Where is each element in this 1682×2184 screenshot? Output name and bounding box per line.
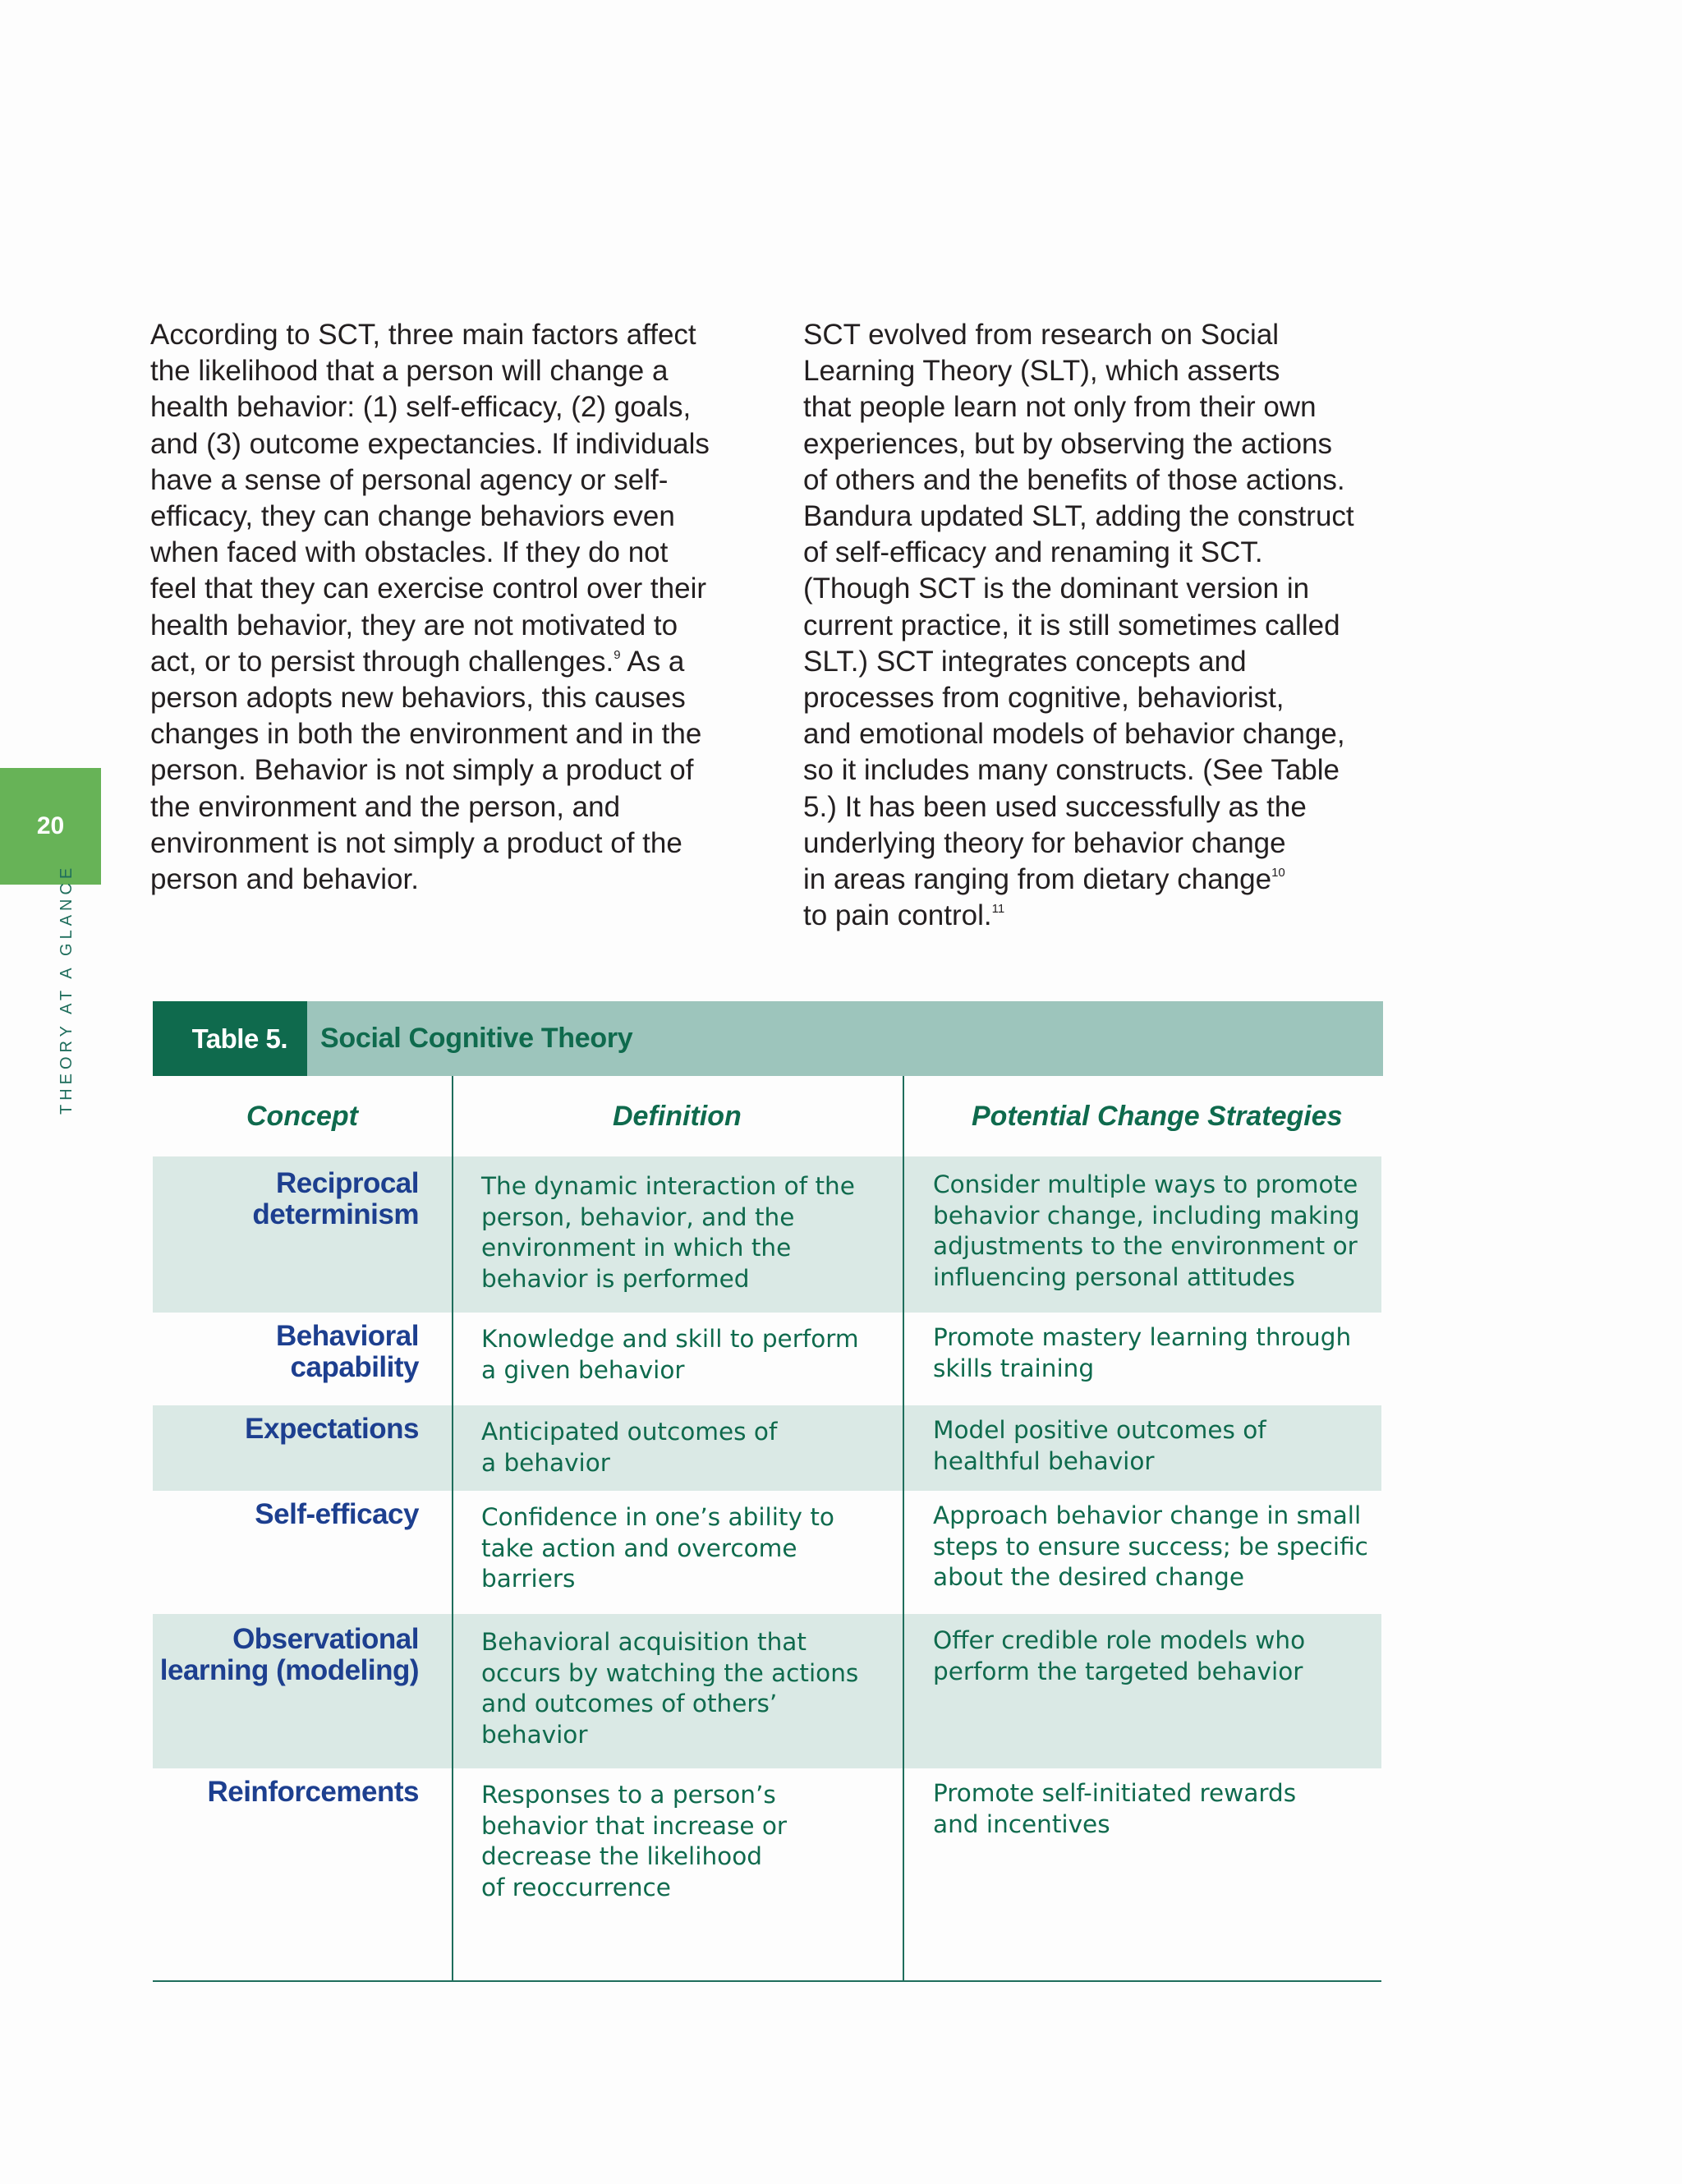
- column-divider: [452, 1076, 453, 1981]
- strategy-line: about the desired change: [933, 1563, 1245, 1591]
- body-column-right: [803, 317, 1395, 934]
- strategy-line: Offer credible role models who: [933, 1626, 1306, 1654]
- table-row: [153, 1156, 1381, 1313]
- table-number: Table 5.: [153, 1001, 307, 1076]
- strategy-cell: [933, 1170, 1376, 1293]
- strategy-line: Promote mastery learning through: [933, 1323, 1352, 1351]
- body-line-text: act, or to persist through challenges.: [150, 645, 614, 678]
- strategy-line: Model positive outcomes of: [933, 1416, 1266, 1444]
- table-header-row: [153, 1076, 1381, 1156]
- body-line: [803, 862, 1395, 898]
- concept-line: Expectations: [245, 1413, 419, 1445]
- body-line: [150, 644, 742, 680]
- strategy-line: and incentives: [933, 1809, 1110, 1838]
- strategy-cell: [933, 1778, 1376, 1840]
- strategy-line: behavior change, including making: [933, 1201, 1360, 1230]
- definition-line: Behavioral acquisition that: [481, 1628, 807, 1656]
- strategy-line: perform the targeted behavior: [933, 1657, 1303, 1685]
- definition-cell: [481, 1502, 900, 1595]
- concept-cell: [153, 1168, 452, 1230]
- body-line: underlying theory for behavior change: [803, 826, 1286, 859]
- body-line: changes in both the environment and in the: [150, 718, 702, 751]
- definition-line: behavior is performed: [481, 1264, 750, 1293]
- body-line: the environment and the person, and: [150, 790, 621, 823]
- concept-cell: [153, 1499, 452, 1530]
- body-line: of others and the benefits of those actions.: [803, 463, 1345, 496]
- strategy-line: steps to ensure success; be specific: [933, 1532, 1368, 1561]
- definition-line: Knowledge and skill to perform: [481, 1325, 859, 1353]
- strategy-line: healthful behavior: [933, 1446, 1155, 1475]
- concept-cell: [153, 1624, 452, 1686]
- page-number-tab: [0, 768, 101, 885]
- concept-line: capability: [290, 1351, 419, 1383]
- table-row: [153, 1313, 1381, 1405]
- definition-cell: [481, 1627, 900, 1750]
- concept-line: determinism: [252, 1198, 419, 1230]
- body-line: have a sense of personal agency or self-: [150, 463, 669, 496]
- body-line: According to SCT, three main factors affect: [150, 319, 696, 351]
- body-line-text: to pain control.: [803, 899, 992, 932]
- table-row: [153, 1491, 1381, 1614]
- body-line: feel that they can exercise control over their: [150, 572, 707, 605]
- body-column-left: [150, 317, 742, 898]
- body-line: Bandura updated SLT, adding the construct: [803, 500, 1354, 533]
- definition-line: behavior that increase or: [481, 1811, 788, 1840]
- body-line: and (3) outcome expectancies. If individuals: [150, 427, 710, 460]
- definition-cell: [481, 1171, 900, 1294]
- body-line: processes from cognitive, behaviorist,: [803, 682, 1284, 715]
- body-line: the likelihood that a person will change a: [150, 355, 669, 388]
- definition-line: take action and overcome: [481, 1533, 797, 1562]
- body-line: experiences, but by observing the actions: [803, 427, 1332, 460]
- column-divider: [903, 1076, 904, 1981]
- body-line: [803, 898, 1395, 934]
- strategy-line: Consider multiple ways to promote: [933, 1170, 1358, 1198]
- body-line: current practice, it is still sometimes called: [803, 609, 1340, 641]
- table-row: [153, 1614, 1381, 1768]
- body-line-text: in areas ranging from dietary change: [803, 863, 1272, 896]
- definition-line: Confidence in one’s ability to: [481, 1503, 834, 1531]
- body-line: person and behavior.: [150, 863, 419, 896]
- concept-line: Reinforcements: [207, 1776, 419, 1808]
- body-line: health behavior, they are not motivated to: [150, 609, 678, 641]
- concept-line: Behavioral: [276, 1320, 419, 1352]
- concept-line: Observational: [232, 1623, 419, 1655]
- concept-cell: [153, 1777, 452, 1808]
- strategy-line: Approach behavior change in small: [933, 1501, 1362, 1529]
- concept-cell: [153, 1414, 452, 1445]
- concept-line: learning (modeling): [159, 1654, 419, 1686]
- definition-line: and outcomes of others’: [481, 1690, 778, 1717]
- definition-cell: [481, 1324, 900, 1386]
- body-line: health behavior: (1) self-efficacy, (2) goals,: [150, 391, 692, 424]
- definition-cell: [481, 1417, 900, 1478]
- body-line: person. Behavior is not simply a product of: [150, 754, 694, 787]
- definition-line: a behavior: [481, 1448, 610, 1477]
- body-line: when faced with obstacles. If they do not: [150, 536, 669, 569]
- body-line: that people learn not only from their own: [803, 391, 1317, 424]
- body-line: SCT evolved from research on Social: [803, 319, 1280, 351]
- strategy-cell: [933, 1501, 1376, 1593]
- footnote-marker: 9: [614, 647, 621, 662]
- body-line: 5.) It has been used successfully as the: [803, 790, 1307, 823]
- concept-line: Self-efficacy: [255, 1498, 419, 1530]
- table-title: Social Cognitive Theory: [320, 1023, 633, 1054]
- page-number: 20: [36, 812, 65, 839]
- section-label: THEORY AT A GLANCE: [57, 863, 76, 1115]
- column-header-definition: Definition: [613, 1100, 742, 1132]
- definition-cell: [481, 1780, 900, 1903]
- body-line: of self-efficacy and renaming it SCT.: [803, 536, 1263, 569]
- body-line: environment is not simply a product of the: [150, 826, 682, 859]
- definition-line: environment in which the: [481, 1234, 792, 1262]
- strategy-line: influencing personal attitudes: [933, 1262, 1295, 1291]
- concept-cell: [153, 1321, 452, 1383]
- body-line: and emotional models of behavior change,: [803, 718, 1345, 751]
- strategy-cell: [933, 1415, 1376, 1477]
- body-line-tail: As a: [620, 645, 685, 678]
- definition-line: of reoccurrence: [481, 1873, 671, 1901]
- body-line: efficacy, they can change behaviors even: [150, 500, 675, 533]
- definition-line: Responses to a person’s: [481, 1781, 776, 1809]
- definition-line: a given behavior: [481, 1355, 685, 1384]
- strategy-line: skills training: [933, 1354, 1095, 1382]
- strategy-line: Promote self-initiated rewards: [933, 1779, 1297, 1807]
- definition-line: decrease the likelihood: [481, 1842, 762, 1870]
- definition-line: person, behavior, and the: [481, 1202, 795, 1231]
- footnote-marker: 10: [1271, 866, 1285, 880]
- column-header-concept: Concept: [246, 1100, 358, 1132]
- body-line: so it includes many constructs. (See Table: [803, 754, 1340, 787]
- definition-line: behavior: [481, 1720, 588, 1749]
- table-bottom-rule: [153, 1980, 1381, 1982]
- body-line: Learning Theory (SLT), which asserts: [803, 355, 1280, 388]
- column-header-strategies: Potential Change Strategies: [972, 1100, 1343, 1132]
- table-row: [153, 1768, 1381, 1980]
- concept-line: Reciprocal: [276, 1167, 419, 1199]
- table-row: [153, 1405, 1381, 1491]
- definition-line: Anticipated outcomes of: [481, 1418, 778, 1446]
- body-line: (Though SCT is the dominant version in: [803, 572, 1310, 605]
- strategy-line: adjustments to the environment or: [933, 1232, 1358, 1260]
- definition-line: barriers: [481, 1565, 576, 1593]
- definition-line: occurs by watching the actions: [481, 1658, 859, 1687]
- footnote-marker: 11: [991, 902, 1005, 917]
- definition-line: The dynamic interaction of the: [481, 1172, 855, 1200]
- strategy-cell: [933, 1625, 1376, 1687]
- body-line: person adopts new behaviors, this causes: [150, 682, 686, 715]
- strategy-cell: [933, 1322, 1376, 1384]
- body-line: SLT.) SCT integrates concepts and: [803, 645, 1247, 678]
- table-title-bar: [153, 1001, 1383, 1076]
